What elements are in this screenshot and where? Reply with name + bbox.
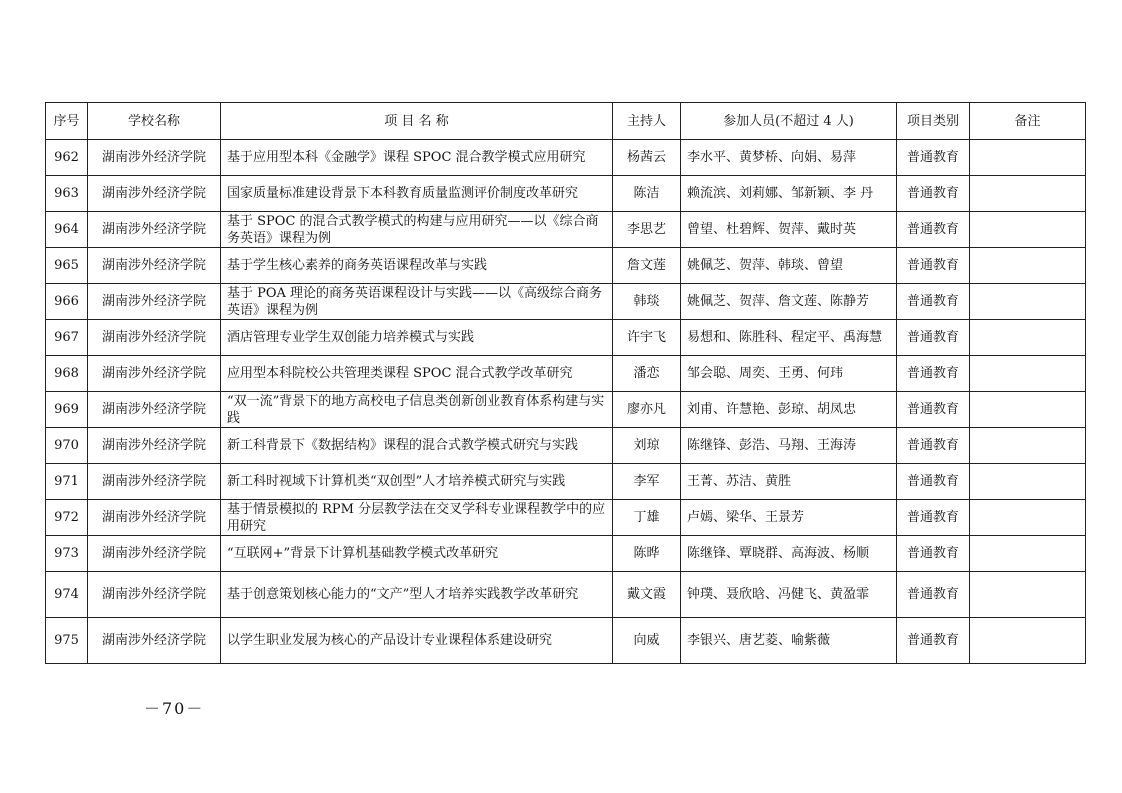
cell-school: 湖南涉外经济学院 xyxy=(88,428,221,464)
cell-note xyxy=(970,284,1086,320)
cell-note xyxy=(970,248,1086,284)
cell-no: 974 xyxy=(46,572,88,618)
cell-school: 湖南涉外经济学院 xyxy=(88,392,221,428)
cell-no: 967 xyxy=(46,320,88,356)
cell-members: 李水平、黄梦桥、向娟、易萍 xyxy=(681,140,897,176)
cell-members: 钟璞、聂欣晗、冯健飞、黄盈霏 xyxy=(681,572,897,618)
cell-note xyxy=(970,320,1086,356)
cell-members: 刘甫、许慧艳、彭琼、胡凤忠 xyxy=(681,392,897,428)
cell-type: 普通教育 xyxy=(897,140,970,176)
cell-school: 湖南涉外经济学院 xyxy=(88,140,221,176)
cell-host: 李军 xyxy=(613,464,681,500)
cell-note xyxy=(970,572,1086,618)
cell-members: 姚佩芝、贺萍、韩琰、曾望 xyxy=(681,248,897,284)
cell-school: 湖南涉外经济学院 xyxy=(88,618,221,664)
cell-title: “双一流”背景下的地方高校电子信息类创新创业教育体系构建与实践 xyxy=(221,392,613,428)
cell-title: 基于情景模拟的 RPM 分层教学法在交叉学科专业课程教学中的应用研究 xyxy=(221,500,613,536)
table-row xyxy=(46,618,1086,664)
cell-type: 普通教育 xyxy=(897,428,970,464)
cell-host: 陈晔 xyxy=(613,536,681,572)
cell-type: 普通教育 xyxy=(897,176,970,212)
cell-type: 普通教育 xyxy=(897,356,970,392)
cell-host: 詹文莲 xyxy=(613,248,681,284)
cell-members: 李银兴、唐艺菱、喻紫薇 xyxy=(681,618,897,664)
cell-note xyxy=(970,212,1086,248)
cell-title: 新工科背景下《数据结构》课程的混合式教学模式研究与实践 xyxy=(221,428,613,464)
cell-host: 李思艺 xyxy=(613,212,681,248)
cell-type: 普通教育 xyxy=(897,572,970,618)
cell-type: 普通教育 xyxy=(897,212,970,248)
page-number: －70－ xyxy=(144,699,205,718)
cell-note xyxy=(970,392,1086,428)
cell-host: 丁雄 xyxy=(613,500,681,536)
cell-host: 戴文霞 xyxy=(613,572,681,618)
cell-title: “互联网+”背景下计算机基础教学模式改革研究 xyxy=(221,536,613,572)
header-type: 项目类别 xyxy=(897,103,970,140)
cell-title: 基于应用型本科《金融学》课程 SPOC 混合教学模式应用研究 xyxy=(221,140,613,176)
cell-members: 邹会聪、周奕、王勇、何玮 xyxy=(681,356,897,392)
table-row xyxy=(46,212,1086,248)
header-note: 备注 xyxy=(970,103,1086,140)
cell-members: 王菁、苏洁、黄胜 xyxy=(681,464,897,500)
cell-school: 湖南涉外经济学院 xyxy=(88,320,221,356)
cell-title: 基于 POA 理论的商务英语课程设计与实践——以《高级综合商务英语》课程为例 xyxy=(221,284,613,320)
header-school: 学校名称 xyxy=(88,103,221,140)
cell-host: 许宇飞 xyxy=(613,320,681,356)
cell-note xyxy=(970,356,1086,392)
cell-members: 陈继锋、彭浩、马翔、王海涛 xyxy=(681,428,897,464)
cell-host: 廖亦凡 xyxy=(613,392,681,428)
cell-note xyxy=(970,618,1086,664)
table-row xyxy=(46,500,1086,536)
cell-title: 基于学生核心素养的商务英语课程改革与实践 xyxy=(221,248,613,284)
cell-title: 国家质量标准建设背景下本科教育质量监测评价制度改革研究 xyxy=(221,176,613,212)
cell-school: 湖南涉外经济学院 xyxy=(88,284,221,320)
cell-title: 基于 SPOC 的混合式教学模式的构建与应用研究——以《综合商务英语》课程为例 xyxy=(221,212,613,248)
cell-members: 曾望、杜碧辉、贺萍、戴时英 xyxy=(681,212,897,248)
cell-school: 湖南涉外经济学院 xyxy=(88,248,221,284)
table-row xyxy=(46,176,1086,212)
cell-host: 向威 xyxy=(613,618,681,664)
table-row xyxy=(46,320,1086,356)
project-table xyxy=(45,102,1086,664)
cell-school: 湖南涉外经济学院 xyxy=(88,356,221,392)
header-host: 主持人 xyxy=(613,103,681,140)
cell-school: 湖南涉外经济学院 xyxy=(88,536,221,572)
cell-note xyxy=(970,140,1086,176)
table-row xyxy=(46,248,1086,284)
cell-title: 应用型本科院校公共管理类课程 SPOC 混合式教学改革研究 xyxy=(221,356,613,392)
table-header-row xyxy=(46,103,1086,140)
table-row xyxy=(46,356,1086,392)
cell-school: 湖南涉外经济学院 xyxy=(88,464,221,500)
table-row xyxy=(46,284,1086,320)
cell-type: 普通教育 xyxy=(897,392,970,428)
cell-host: 韩琰 xyxy=(613,284,681,320)
cell-note xyxy=(970,464,1086,500)
cell-no: 972 xyxy=(46,500,88,536)
cell-note xyxy=(970,176,1086,212)
cell-school: 湖南涉外经济学院 xyxy=(88,176,221,212)
table-row xyxy=(46,140,1086,176)
cell-note xyxy=(970,500,1086,536)
cell-type: 普通教育 xyxy=(897,536,970,572)
cell-members: 易想和、陈胜科、程定平、禹海慧 xyxy=(681,320,897,356)
cell-members: 卢嫣、梁华、王景芳 xyxy=(681,500,897,536)
cell-title: 酒店管理专业学生双创能力培养模式与实践 xyxy=(221,320,613,356)
cell-type: 普通教育 xyxy=(897,500,970,536)
cell-host: 陈洁 xyxy=(613,176,681,212)
cell-no: 964 xyxy=(46,212,88,248)
cell-type: 普通教育 xyxy=(897,320,970,356)
cell-type: 普通教育 xyxy=(897,248,970,284)
cell-no: 966 xyxy=(46,284,88,320)
table-body xyxy=(46,140,1086,664)
cell-note xyxy=(970,536,1086,572)
cell-school: 湖南涉外经济学院 xyxy=(88,572,221,618)
cell-no: 973 xyxy=(46,536,88,572)
cell-title: 以学生职业发展为核心的产品设计专业课程体系建设研究 xyxy=(221,618,613,664)
table-row xyxy=(46,536,1086,572)
table-row xyxy=(46,428,1086,464)
table-row xyxy=(46,392,1086,428)
cell-no: 970 xyxy=(46,428,88,464)
header-members: 参加人员(不超过 4 人) xyxy=(681,103,897,140)
cell-type: 普通教育 xyxy=(897,464,970,500)
cell-no: 965 xyxy=(46,248,88,284)
cell-host: 刘琼 xyxy=(613,428,681,464)
cell-members: 赖流滨、刘莉娜、邹新颖、李 丹 xyxy=(681,176,897,212)
cell-type: 普通教育 xyxy=(897,618,970,664)
cell-no: 969 xyxy=(46,392,88,428)
cell-note xyxy=(970,428,1086,464)
cell-no: 962 xyxy=(46,140,88,176)
cell-type: 普通教育 xyxy=(897,284,970,320)
cell-members: 陈继锋、覃晓群、高海波、杨顺 xyxy=(681,536,897,572)
header-no: 序号 xyxy=(46,103,88,140)
cell-host: 潘恋 xyxy=(613,356,681,392)
cell-title: 基于创意策划核心能力的“文产”型人才培养实践教学改革研究 xyxy=(221,572,613,618)
table-row xyxy=(46,572,1086,618)
table-row xyxy=(46,464,1086,500)
cell-no: 963 xyxy=(46,176,88,212)
cell-school: 湖南涉外经济学院 xyxy=(88,212,221,248)
cell-no: 968 xyxy=(46,356,88,392)
cell-no: 975 xyxy=(46,618,88,664)
header-title: 项 目 名 称 xyxy=(221,103,613,140)
cell-school: 湖南涉外经济学院 xyxy=(88,500,221,536)
cell-members: 姚佩芝、贺萍、詹文莲、陈静芳 xyxy=(681,284,897,320)
cell-host: 杨茜云 xyxy=(613,140,681,176)
cell-title: 新工科时视域下计算机类“双创型”人才培养模式研究与实践 xyxy=(221,464,613,500)
cell-no: 971 xyxy=(46,464,88,500)
